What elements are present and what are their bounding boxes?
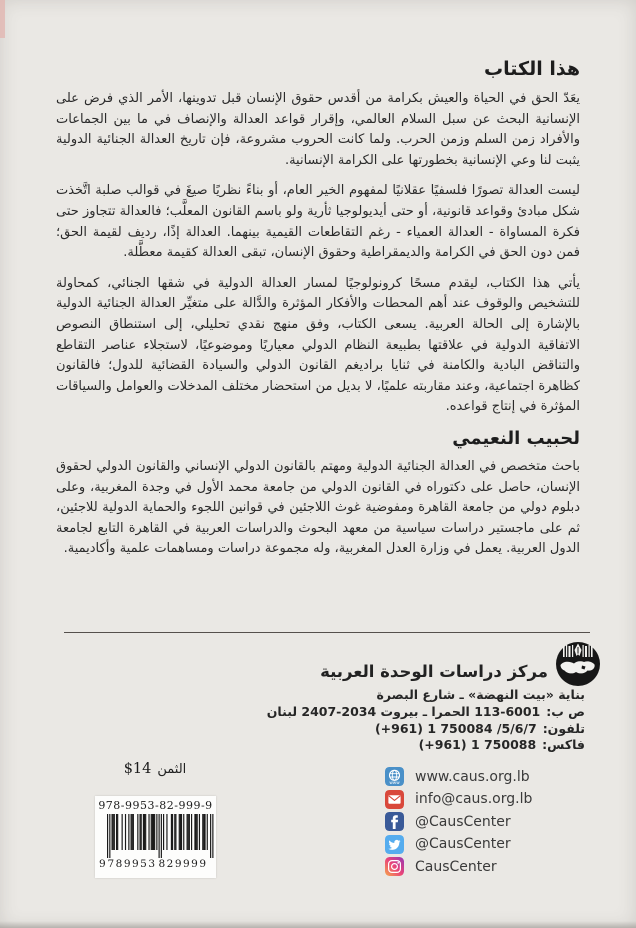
scan-edge-artifact [0, 0, 5, 38]
globe-icon [385, 767, 404, 786]
email-row [385, 790, 532, 810]
barcode-bars [99, 814, 212, 872]
twitter-icon [385, 835, 404, 854]
blurb-paragraph: ليست العدالة تصورًا فلسفيًا عقلانيًا لمفهوم الخير العام، أو بناءً نظريًا صيغَ في قوالب صلبة اتَّخذت شكل مبادئ وقواعد قانونية، أو حتى أيديولوجيا ثأرية ولو باسم القانون المعلَّب؛ فالعدالة تتجاوز حتى فكرة المساواة - العدالة العمياء - رغم التقاطعات القيمية بينهما. العدالة إذًا، رديف لقيمة الحق؛ فمن دون الحق في الكرامة والديمقراطية وحقوق الإنسان، تبقى العدالة كقيمة معطَّلة. [56, 183, 580, 261]
contact-links-block [385, 767, 532, 877]
instagram-row [385, 857, 532, 877]
publisher-address-block [255, 687, 585, 754]
fax-number: (+961) 1 750088 [418, 737, 537, 753]
phone-number: (+961) 1 750084 /5/6/7 [374, 720, 537, 736]
twitter-handle: @CausCenter [415, 836, 511, 853]
pobox-value: 113-6001 الحمرا ـ بيروت 2034-2407 لبنان [266, 703, 541, 719]
address-building-text: بناية «بيت النهضة» ـ شارع البصرة [376, 687, 585, 702]
fax-line [255, 737, 585, 754]
isbn-barcode [95, 796, 216, 878]
phone-line [255, 721, 585, 738]
facebook-handle: @CausCenter [415, 813, 511, 830]
barcode-digits [99, 858, 212, 870]
website-url: www.caus.org.lb [415, 768, 530, 785]
barcode-digit-first: 9 [99, 858, 106, 870]
facebook-row [385, 812, 532, 832]
address-pobox-line [255, 704, 585, 721]
email-address: info@caus.org.lb [415, 791, 533, 808]
address-building-line [255, 687, 585, 704]
scan-edge-shadow [0, 921, 636, 928]
isbn-number: 978-9953-82-999-9 [98, 799, 213, 812]
svg-text:www: www [389, 780, 400, 786]
barcode-digits-right: 829999 [158, 858, 208, 870]
email-icon [385, 790, 404, 809]
facebook-icon [385, 812, 404, 831]
caus-publisher-logo-icon [555, 641, 601, 687]
author-name-heading: لحبيب النعيمي [452, 427, 580, 449]
blurb-paragraph: يأتي هذا الكتاب، ليقدم مسحًا كرونولوجيًا لمسار العدالة الدولية في شقها الجنائي، كمحاولة للتشخيص والوقوف عند أهم المحطات والأفكار المؤثرة والدَّالة على متغيِّر العدالة الجنائية الدولية بالإشارة إلى الحالة العربية. يسعى الكتاب، وفق منهج نقدي تحليلي، إلى استنطاق النصوص الاتفاقية الدولية في علاقتها بطبيعة النظام الدولي معياريًا وموضوعيًا، لاستجلاء عناصر التقاطع والتناقض البادية والكامنة في ثنايا براديغم القانون الدولي والسيادة القضائية للدول؛ فالقانون كظاهرة اجتماعية، وعند مقاربته علميًا، لا بديل من استحضار مختلف المدخلات والعوامل والسياقات المؤثرة في إنتاج قواعده. [56, 275, 580, 415]
instagram-icon [385, 857, 404, 876]
barcode-digits-left: 789953 [107, 858, 157, 870]
section-heading: هذا الكتاب [484, 58, 580, 80]
fax-label: فاكس: [542, 737, 585, 753]
blurb-paragraph: يعَدّ الحق في الحياة والعيش بكرامة من أقدس حقوق الإنسان قبل تدوينها، الأمر الذي فرض على الإنسانية البحث عن سبل السلام العالمي، وإقرار قواعد العدالة والإنصاف في ما بين الجماعات والأفراد زمن السلم وزمن الحرب. ولما كانت الحروب مشروعة، فإن تاريخ العدالة الجنائية الدولية يثبت لنا وعي الإنسانية بخطورتها على الكرامة الإنسانية. [56, 91, 580, 168]
price-value: $14 [123, 761, 152, 777]
twitter-row [385, 835, 532, 855]
website-row [385, 767, 532, 787]
horizontal-divider [64, 632, 590, 633]
price-line [108, 761, 202, 777]
author-bio: باحث متخصص في العدالة الجنائية الدولية ومهتم بالقانون الدولي الإنساني والقانون الدولي لحقوق الإنسان، حاصل على دكتوراه في القانون الدولي من جامعة محمد الأول في وجدة المغربية، وعلى دبلوم دولي من جامعة القاهرة ومفوضية غوث اللاجئين في قوانين اللجوء والحماية الدولية للاجئين، ثم على ماجستير دراسات سياسية من معهد البحوث والدراسات العربية في القاهرة التابع لجامعة الدول العربية. يعمل في وزارة العدل المغربية، وله مجموعة دراسات ومساهمات علمية وأكاديمية. [56, 458, 580, 557]
publisher-name: مركز دراسات الوحدة العربية [320, 662, 548, 681]
phone-label: تلفون: [542, 720, 585, 736]
price-label: الثمن [157, 762, 187, 777]
back-cover-text-column [56, 58, 580, 570]
instagram-handle: CausCenter [415, 858, 497, 875]
pobox-label: ص ب: [546, 703, 585, 719]
